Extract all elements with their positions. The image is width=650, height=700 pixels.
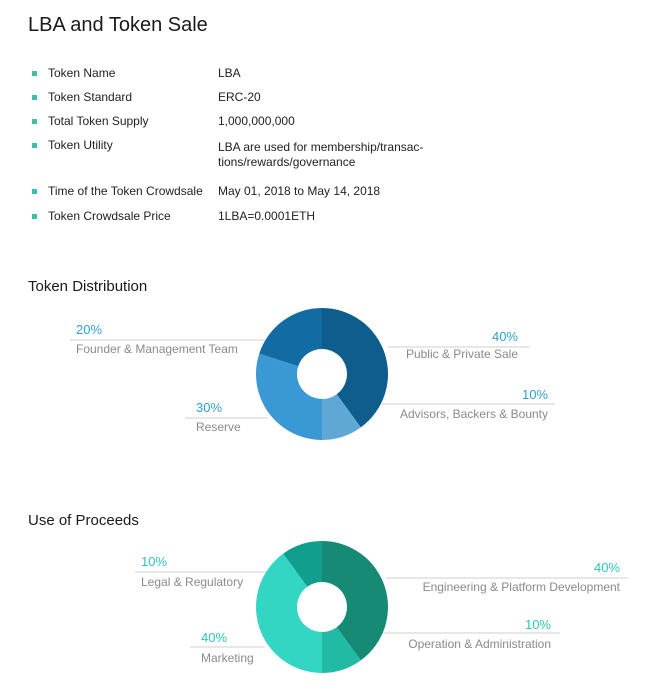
- bullet-icon: [32, 95, 37, 100]
- info-label: Total Token Supply: [48, 114, 149, 128]
- slice-percent-operation-administration: 10%: [524, 617, 551, 632]
- info-label: Token Crowdsale Price: [48, 209, 171, 223]
- slice-label-operation-administration: Operation & Administration: [408, 637, 551, 651]
- slice-percent-reserve: 30%: [196, 400, 223, 415]
- info-value: 1,000,000,000: [218, 114, 295, 128]
- slice-label-reserve: Reserve: [196, 420, 241, 434]
- slice-label-legal-regulatory: Legal & Regulatory: [141, 575, 244, 589]
- slice-percent-legal-regulatory: 10%: [141, 554, 168, 569]
- info-label: Token Name: [48, 66, 116, 80]
- info-label: Token Utility: [48, 138, 113, 152]
- info-value: 1LBA=0.0001ETH: [218, 209, 316, 223]
- bullet-icon: [32, 189, 37, 194]
- slice-percent-advisors-backers-bounty: 10%: [521, 387, 548, 402]
- info-value: LBA are used for membership/transac-: [218, 140, 424, 154]
- slice-label-marketing: Marketing: [201, 651, 254, 665]
- bullet-icon: [32, 119, 37, 124]
- info-value: LBA: [218, 66, 241, 80]
- info-label: Token Standard: [48, 90, 133, 104]
- use-of-proceeds-title: Use of Proceeds: [28, 512, 139, 529]
- slice-percent-marketing: 40%: [201, 630, 228, 645]
- bullet-icon: [32, 214, 37, 219]
- slice-label-founder-management-team: Founder & Management Team: [76, 342, 238, 356]
- info-value-continued: tions/rewards/governance: [218, 155, 356, 169]
- info-value: ERC-20: [218, 90, 261, 104]
- slice-label-public-private-sale: Public & Private Sale: [405, 347, 518, 361]
- token-distribution-chart: [0, 300, 650, 460]
- bullet-icon: [32, 71, 37, 76]
- page-title: LBA and Token Sale: [28, 14, 208, 36]
- slice-label-engineering-platform-development: Engineering & Platform Development: [422, 580, 620, 594]
- slice-percent-engineering-platform-development: 40%: [593, 560, 620, 575]
- token-distribution-title: Token Distribution: [28, 278, 148, 295]
- bullet-icon: [32, 143, 37, 148]
- slice-label-advisors-backers-bounty: Advisors, Backers & Bounty: [399, 407, 548, 421]
- info-label: Time of the Token Crowdsale: [48, 184, 203, 198]
- info-value: May 01, 2018 to May 14, 2018: [218, 184, 381, 198]
- slice-percent-founder-management-team: 20%: [76, 322, 103, 337]
- slice-reserve: [256, 354, 322, 440]
- use-of-proceeds-chart: [0, 535, 650, 695]
- slice-percent-public-private-sale: 40%: [491, 329, 518, 344]
